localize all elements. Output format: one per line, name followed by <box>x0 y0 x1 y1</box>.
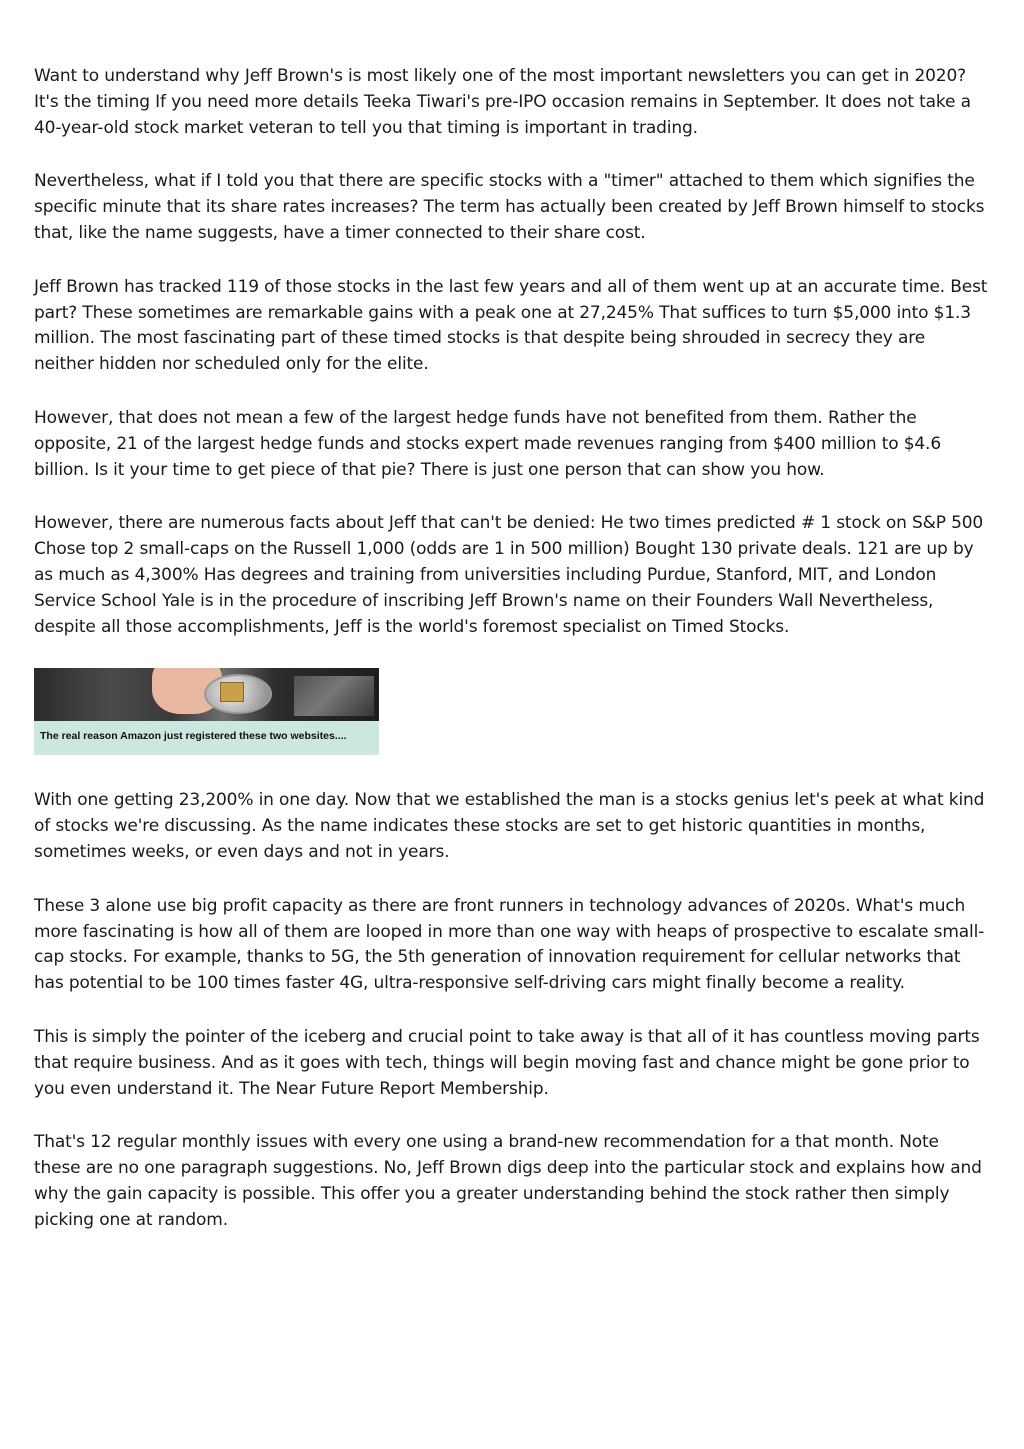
paragraph-7: These 3 alone use big profit capacity as there are front runners in technology advances of 2020s. What's much more fascinating is how all of them are looped in more than one way with heaps of prospective to escalate small-cap stocks. For example, thanks to 5G, the 5th generation of innovation requirement for cellular networks that has potential to be 100 times faster 4G, ultra-responsive self-driving cars might finally become a reality. <box>34 895 985 994</box>
paragraph-4: However, that does not mean a few of the largest hedge funds have not benefited from them. Rather the opposite, 21 of the largest hedge funds and stocks expert made revenues ranging from $400 million to $4.6 billion. Is it your time to get piece of that pie? There is just one person that can show you how. <box>34 407 941 480</box>
paragraph-9: That's 12 regular monthly issues with every one using a brand-new recommendation for a that month. Note these are no one paragraph suggestions. No, Jeff Brown digs deep into the particular stock and explains how and why the gain capacity is possible. This offer you a greater understanding behind the stock rather then simply picking one at random. <box>34 1132 982 1230</box>
paragraph-5: However, there are numerous facts about Jeff that can't be denied: He two times predicted # 1 stock on S&P 500 Chose top 2 small-caps on the Russell 1,000 (odds are 1 in 500 million) Bought 130 private deals. 121 are up by as much as 4,300% Has degrees and training from universities including Purdue, Stanford, MIT, and London Service School Yale is in the procedure of inscribing Jeff Brown's name on their Founders Wall Nevertheless, despite all those accomplishments, Jeff is the world's foremost specialist on Timed Stocks. <box>34 513 984 637</box>
banner-caption[interactable]: The real reason Amazon just registered these two websites.... <box>40 730 347 743</box>
paragraph-6: With one getting 23,200% in one day. Now that we established the man is a stocks genius let's peek at what kind of stocks we're discussing. As the name indicates these stocks are set to get historic quantities in months, sometimes weeks, or even days and not in years. <box>34 790 985 862</box>
paragraph-1: Want to understand why Jeff Brown's is most likely one of the most important newsletters you can get in 2020? It's the timing If you need more details Teeka Tiwari's pre-IPO occasion remains in September. It does not take a 40-year-old stock market veteran to tell you that timing is important in trading. <box>34 66 971 138</box>
banner-background-device <box>294 676 374 716</box>
banner-chip-image <box>220 682 244 702</box>
banner-photo <box>34 668 379 721</box>
paragraph-2: Nevertheless, what if I told you that there are specific stocks with a "timer" attached to them which signifies the specific minute that its share rates increases? The term has actually been created by Jeff Brown himself to stocks that, like the name suggests, have a timer connected to their share cost. <box>34 171 985 243</box>
ad-banner[interactable] <box>34 668 379 755</box>
paragraph-8: This is simply the pointer of the iceberg and crucial point to take away is that all of it has countless moving parts that require business. And as it goes with tech, things will begin moving fast and chance might be gone prior to you even understand it. The Near Future Report Membership. <box>34 1026 980 1099</box>
paragraph-3: Jeff Brown has tracked 119 of those stocks in the last few years and all of them went up at an accurate time. Best part? These sometimes are remarkable gains with a peak one at 27,245% That suffices to turn $5,000 into $1.3 million. The most fascinating part of these timed stocks is that despite being shrouded in secrecy they are neither hidden nor scheduled only for the elite. <box>34 276 988 375</box>
article-body <box>34 64 990 1262</box>
